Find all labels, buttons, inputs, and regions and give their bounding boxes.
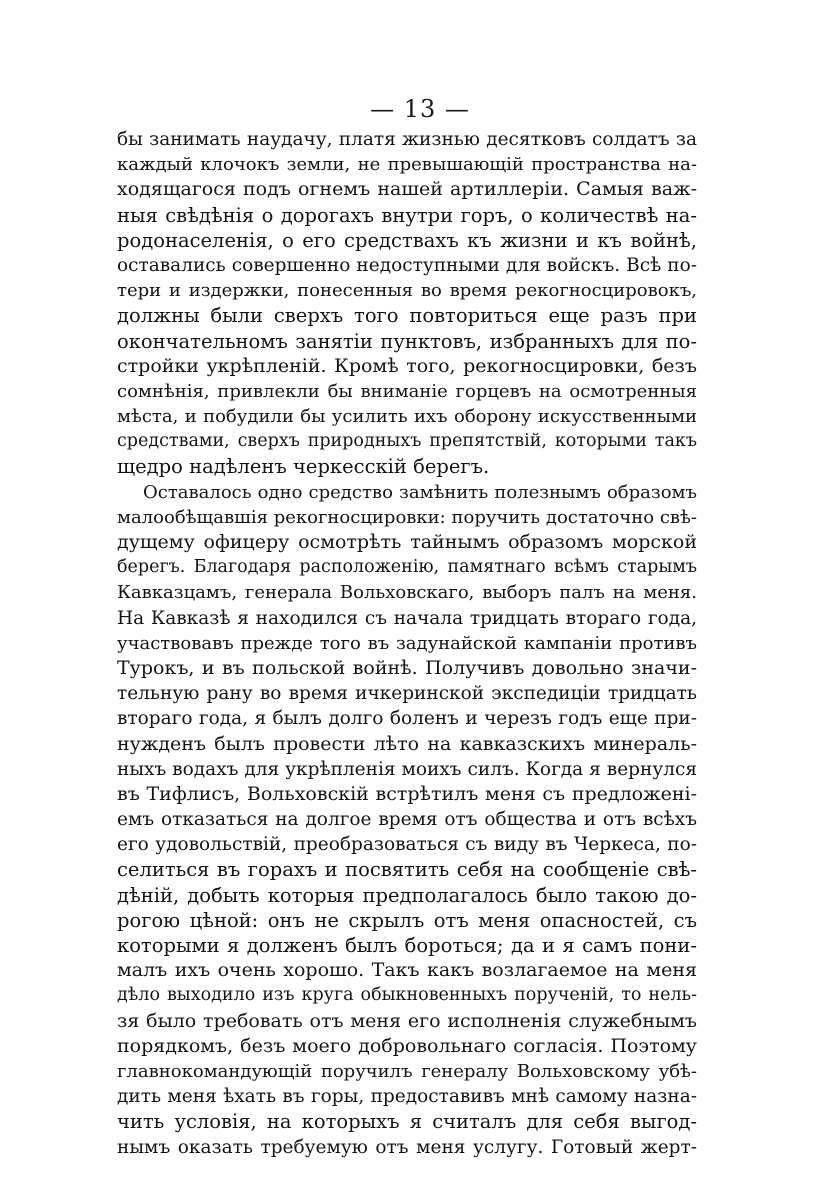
text-line: чить условія, на которыхъ я считалъ для себя выгод- [117, 1110, 697, 1134]
text-line: участвовавъ прежде того въ задунайской кампаніи противъ [117, 632, 697, 654]
paragraph [117, 480, 697, 1160]
text-line: оставались совершенно недоступными для войскъ. Всѣ по- [117, 254, 697, 276]
page-number: — 13 — [370, 95, 470, 123]
text-line: въ Тифлисъ, Вольховскій встрѣтилъ меня съ предложені- [117, 782, 697, 805]
text-line: нужденъ былъ провести лѣто на кавказскихъ минераль- [117, 732, 697, 755]
text-line: которыми я долженъ былъ бороться; да и я самъ пони- [117, 934, 697, 957]
text-line: родонаселенія, о его средствахъ къ жизни и къ войнѣ, [117, 228, 697, 252]
text-line: окончательномъ занятіи пунктовъ, избранныхъ для по- [117, 329, 697, 353]
text-line: стройки укрѣпленій. Кромѣ того, рекогносцировки, безъ [117, 354, 697, 377]
text-line: втораго года, я былъ долго боленъ и черезъ годъ еще при- [117, 708, 697, 730]
text-line: селиться въ горахъ и посвятить себя на сообщеніе свѣ- [117, 858, 697, 882]
text-line: дѣній, добыть которыя предполагалось было такою до- [117, 883, 697, 907]
text-line: должны были сверхъ того повториться еще разъ при [117, 304, 697, 328]
text-line: главнокомандующій поручилъ генералу Вольховскому убѣ- [117, 1060, 697, 1082]
text-line: бы занимать наудачу, платя жизнью десятковъ солдатъ за [117, 129, 697, 150]
text-line: сомнѣнія, привлекли бы вниманіе горцевъ на осмотренныя [117, 380, 697, 402]
text-line: мѣста, и побудили бы усилить ихъ оборону искусственными [117, 406, 697, 428]
text-line: зя было требовать отъ меня его исполненія служебнымъ [117, 1009, 697, 1032]
paragraph [117, 127, 697, 480]
text-line: порядкомъ, безъ моего добровольнаго согласія. Поэтому [117, 1034, 697, 1057]
text-line: дить меня ѣхать въ горы, предоставивъ мнѣ самому назна- [117, 1086, 697, 1108]
text-line: малообѣщавшія рекогносцировки: поручить достаточно свѣ- [117, 506, 697, 528]
text-line: средствами, сверхъ природныхъ препятствій, которыми такъ [117, 431, 697, 452]
text-line: На Кавказѣ я находился съ начала тридцать втораго года, [117, 607, 697, 629]
text-line: берегъ. Благодаря расположенію, памятнаго всѣмъ старымъ [117, 557, 697, 578]
text-line: Кавказцамъ, генерала Вольховскаго, выборъ палъ на меня. [117, 582, 697, 604]
text-line: ныя свѣдѣнія о дорогахъ внутри горъ, о количествѣ на- [117, 203, 697, 227]
text-line: его удовольствій, преобразоваться съ виду въ Черкеса, по- [117, 834, 697, 856]
text-line: Оставалось одно средство замѣнить полезнымъ образомъ [143, 481, 697, 503]
body-text [117, 127, 697, 1160]
text-line: нымъ оказать требуемую отъ меня услугу. Готовый жерт- [117, 1136, 697, 1158]
text-line: щедро надѣленъ черкесскій берегъ. [117, 455, 490, 479]
text-line: ходящагося подъ огнемъ нашей артиллеріи. Самыя важ- [117, 178, 697, 201]
text-line: тельную рану во время ичкеринской экспедиціи тридцать [117, 683, 697, 705]
text-line: ныхъ водахъ для укрѣпленія моихъ силъ. Когда я вернулся [117, 758, 697, 780]
text-line: Турокъ, и въ польской войнѣ. Получивъ довольно значи- [117, 656, 697, 679]
text-line: емъ отказаться на долгое время отъ общества и отъ всѣхъ [117, 809, 697, 831]
text-line: дѣло выходило изъ круга обыкновенныхъ порученій, то нель- [117, 985, 697, 1006]
text-line: малъ ихъ очень хорошо. Такъ какъ возлагаемое на меня [117, 959, 697, 982]
text-line: тери и издержки, понесенныя во время рекогносцировокъ, [117, 280, 697, 302]
text-line: рогою цѣной: онъ не скрылъ отъ меня опасностей, съ [117, 908, 697, 932]
text-line: каждый клочокъ земли, не превышающій пространства на- [117, 154, 697, 176]
text-line: дущему офицеру осмотрѣть тайнымъ образомъ морской [117, 531, 697, 553]
